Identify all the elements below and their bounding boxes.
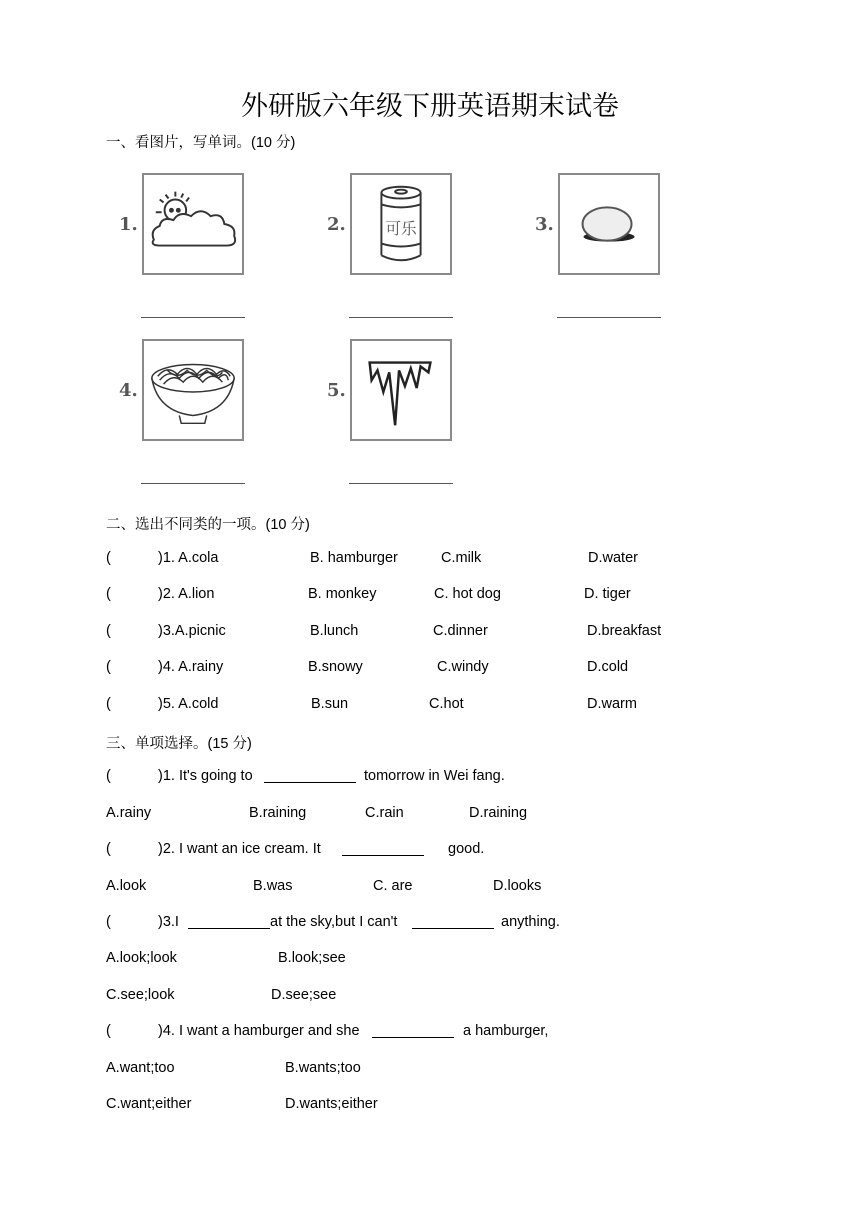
s3-q1-paren: ( — [106, 768, 111, 784]
item-5-number: 5. — [327, 380, 346, 401]
can-label: 可乐 — [385, 218, 417, 238]
s3-q4-option-c: C.want;either — [106, 1096, 192, 1112]
s3-q1-blank[interactable] — [264, 768, 356, 783]
s2-q1-option-d: D.water — [588, 550, 638, 566]
s3-q3-option-a: A.look;look — [106, 950, 177, 966]
s3-q3-stem: )3.I — [158, 914, 179, 930]
s2-q4-option-b: B.snowy — [308, 659, 363, 675]
s2-q4-paren: ( — [106, 659, 111, 675]
s2-q2-paren: ( — [106, 586, 111, 602]
s3-q1-stem: )1. It's going to — [158, 768, 253, 784]
s3-q4-option-b: B.wants;too — [285, 1060, 361, 1076]
s3-q3-stem-end: anything. — [501, 914, 560, 930]
answer-line-3[interactable] — [557, 317, 661, 318]
s2-q3-option-a: )3.A.picnic — [158, 623, 226, 639]
s2-q3-option-d: D.breakfast — [587, 623, 662, 639]
answer-line-5[interactable] — [349, 483, 453, 484]
s3-q2-stem-end: good. — [448, 841, 485, 857]
s3-q3-blank-1[interactable] — [188, 914, 270, 929]
s3-q4-stem: )4. I want a hamburger and she — [158, 1023, 360, 1039]
s2-q3-option-b: B.lunch — [310, 623, 359, 639]
s3-q3-option-d: D.see;see — [271, 987, 337, 1003]
sun-cloud-icon — [142, 173, 244, 275]
icicles-icon — [350, 339, 452, 441]
s3-q3-stem-mid: at the sky,but I can't — [270, 914, 398, 930]
s3-q2-option-d: D.looks — [493, 878, 542, 894]
s2-q2-option-d: D. tiger — [584, 586, 631, 602]
s3-q4-blank[interactable] — [372, 1023, 454, 1038]
s2-q4-option-a: )4. A.rainy — [158, 659, 224, 675]
s2-q5-option-b: B.sun — [311, 696, 349, 712]
s3-q1-stem-end: tomorrow in Wei fang. — [364, 768, 505, 784]
cola-can-icon — [350, 173, 452, 275]
s2-q3-paren: ( — [106, 623, 111, 639]
s3-q3-blank-2[interactable] — [412, 914, 494, 929]
section2-heading: 二、选出不同类的一项。(10 分) — [106, 517, 310, 533]
item-1-number: 1. — [119, 214, 138, 235]
s3-q1-option-b: B.raining — [249, 805, 307, 821]
s3-q4-paren: ( — [106, 1023, 111, 1039]
section3-heading: 三、单项选择。(15 分) — [106, 736, 252, 752]
answer-line-1[interactable] — [141, 317, 245, 318]
s3-q2-option-a: A.look — [106, 878, 147, 894]
s3-q2-stem: )2. I want an ice cream. It — [158, 841, 321, 857]
s2-q5-paren: ( — [106, 696, 111, 712]
s3-q4-option-d: D.wants;either — [285, 1096, 378, 1112]
item-2-number: 2. — [327, 214, 346, 235]
s3-q1-option-d: D.raining — [469, 805, 528, 821]
s2-q1-option-c: C.milk — [441, 550, 482, 566]
s3-q2-option-c: C. are — [373, 878, 413, 894]
s3-q3-option-c: C.see;look — [106, 987, 175, 1003]
item-4-number: 4. — [119, 380, 138, 401]
s3-q1-option-c: C.rain — [365, 805, 404, 821]
noodles-bowl-icon — [142, 339, 244, 441]
s2-q2-option-c: C. hot dog — [434, 586, 501, 602]
s3-q1-option-a: A.rainy — [106, 805, 152, 821]
s2-q4-option-c: C.windy — [437, 659, 489, 675]
s2-q2-option-b: B. monkey — [308, 586, 377, 602]
s2-q5-option-d: D.warm — [587, 696, 637, 712]
answer-line-4[interactable] — [141, 483, 245, 484]
answer-line-2[interactable] — [349, 317, 453, 318]
s2-q3-option-c: C.dinner — [433, 623, 488, 639]
s3-q3-option-b: B.look;see — [278, 950, 346, 966]
s2-q1-paren: ( — [106, 550, 111, 566]
item-3-number: 3. — [535, 214, 554, 235]
s3-q2-option-b: B.was — [253, 878, 293, 894]
s3-q4-option-a: A.want;too — [106, 1060, 175, 1076]
s3-q2-paren: ( — [106, 841, 111, 857]
s2-q1-option-a: )1. A.cola — [158, 550, 219, 566]
s3-q2-blank[interactable] — [342, 841, 424, 856]
s3-q3-paren: ( — [106, 914, 111, 930]
s2-q5-option-c: C.hot — [429, 696, 464, 712]
s2-q4-option-d: D.cold — [587, 659, 629, 675]
s3-q4-stem-end: a hamburger, — [463, 1023, 549, 1039]
s2-q5-option-a: )5. A.cold — [158, 696, 219, 712]
page-title: 外研版六年级下册英语期末试卷 — [241, 91, 619, 122]
s2-q1-option-b: B. hamburger — [310, 550, 398, 566]
egg-icon — [558, 173, 660, 275]
s2-q2-option-a: )2. A.lion — [158, 586, 215, 602]
section1-heading: 一、看图片，写单词。(10 分) — [106, 135, 296, 151]
